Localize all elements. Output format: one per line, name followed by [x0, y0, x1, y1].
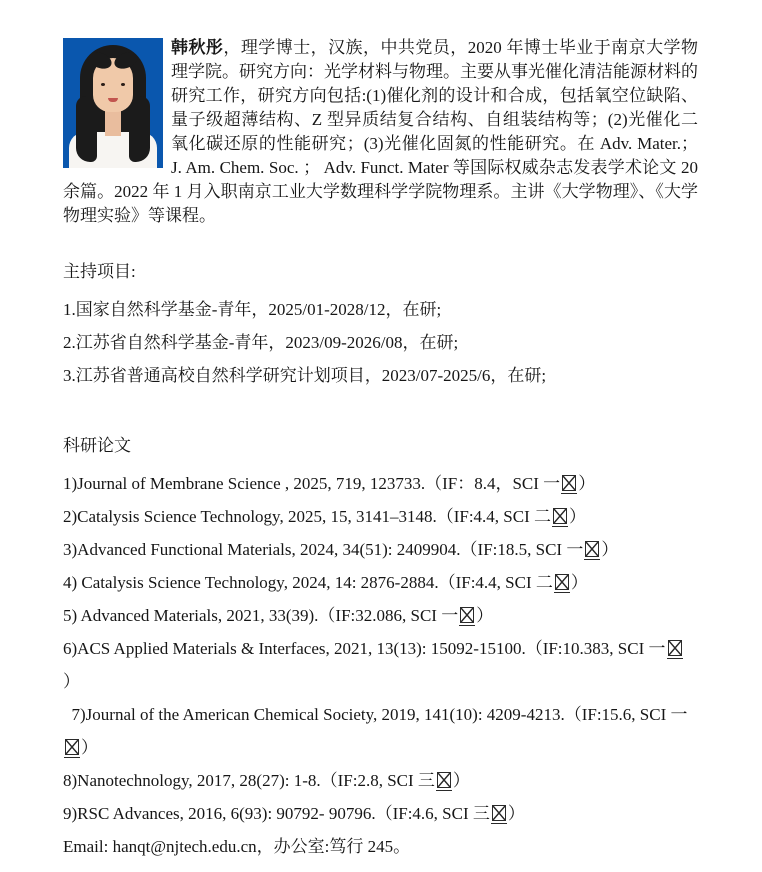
publication-text: 8)Nanotechnology, 2017, 28(27): 1-8.（IF:2.8, SCI 三 — [63, 771, 435, 790]
bio-paragraph — [63, 36, 698, 228]
project-item: 1.国家自然科学基金-青年，2025/01-2028/12，在研; — [63, 300, 442, 319]
missing-glyph-icon — [65, 739, 79, 755]
publication-text: ） — [578, 474, 596, 493]
publications-title: 科研论文 — [63, 436, 131, 455]
profile-photo — [63, 38, 163, 168]
missing-glyph-icon — [437, 772, 451, 788]
photo-eye-left — [101, 83, 105, 86]
publication-text: ） — [507, 804, 525, 823]
publication-text: 3)Advanced Functional Materials, 2024, 34(51): 2409904.（IF:18.5, SCI 一 — [63, 540, 584, 559]
publication-item — [63, 797, 698, 830]
publication-item — [63, 533, 698, 566]
publication-text: ） — [63, 672, 80, 691]
missing-glyph-icon — [585, 541, 599, 557]
projects-title: 主持项目: — [63, 262, 136, 281]
publication-text: ） — [601, 540, 619, 559]
missing-glyph-icon — [553, 508, 567, 524]
publication-text: 2)Catalysis Science Technology, 2025, 15, 3141–3148.（IF:4.4, SCI 二 — [63, 507, 551, 526]
publication-text: ） — [476, 606, 494, 625]
photo-eye-right — [121, 83, 125, 86]
publication-item — [63, 566, 698, 599]
publication-text: 7)Journal of the American Chemical Society, 2019, 141(10): 4209-4213.（IF:15.6, SCI 一 — [63, 705, 688, 724]
missing-glyph-icon — [555, 574, 569, 590]
projects-section — [63, 260, 698, 392]
publication-item — [63, 764, 698, 797]
publication-text: 9)RSC Advances, 2016, 6(93): 90792- 90796.（IF:4.6, SCI 三 — [63, 804, 490, 823]
publication-item — [63, 698, 698, 764]
publication-text: 1)Journal of Membrane Science , 2025, 719, 123733.（IF：8.4，SCI 一 — [63, 474, 561, 493]
photo-hair-lock-right — [129, 96, 150, 162]
project-item: 2.江苏省自然科学基金-青年，2023/09-2026/08，在研; — [63, 333, 459, 352]
missing-glyph-icon — [460, 607, 474, 623]
publication-text: ） — [569, 507, 586, 526]
person-name: 韩秋彤 — [171, 38, 224, 57]
publication-item — [63, 632, 698, 698]
photo-neck-shape — [105, 110, 121, 136]
missing-glyph-icon — [492, 805, 506, 821]
photo-hair-lock-left — [76, 96, 97, 162]
publication-text: ） — [452, 771, 470, 790]
publication-text: ） — [570, 573, 588, 592]
publications-section — [63, 434, 698, 830]
project-item: 3.江苏省普通高校自然科学研究计划项目，2023/07-2025/6，在研; — [63, 366, 547, 385]
publication-text: ） — [81, 738, 98, 757]
publication-item — [63, 500, 698, 533]
publication-text: 6)ACS Applied Materials & Interfaces, 2021, 13(13): 15092-15100.（IF:10.383, SCI 一 — [63, 639, 666, 658]
publication-text: 5) Advanced Materials, 2021, 33(39).（IF:32.086, SCI 一 — [63, 606, 459, 625]
publication-item — [63, 599, 698, 632]
contact-line: Email: hanqt@njtech.edu.cn，办公室:笃行 245。 — [63, 837, 411, 856]
missing-glyph-icon — [668, 640, 682, 656]
publication-text: 4) Catalysis Science Technology, 2024, 14: 2876-2884.（IF:4.4, SCI 二 — [63, 573, 553, 592]
bio-text: ，理学博士，汉族，中共党员，2020 年博士毕业于南京大学物理学院。研究方向：光学材料与物理。主要从事光催化清洁能源材料的研究工作，研究方向包括:(1)催化剂的设计和合成，包括氧空位缺陷、量子级超薄结构、Z 型异质结复合结构、自组装结构等；(2)光催化二氧化碳还原的性能研究；(3)光催化固氮的性能研究。在 Adv. Mater.； J. Am. Chem. Soc. ； Adv. Funct. Mater 等国际权威杂志发表学术论文 20 余篇。2022 年 1 月入职南京工业大学数理科学学院物理系。主讲《大学物理》、《大学物理实验》等课程。 — [63, 38, 699, 225]
missing-glyph-icon — [562, 475, 576, 491]
publication-item — [63, 467, 698, 500]
